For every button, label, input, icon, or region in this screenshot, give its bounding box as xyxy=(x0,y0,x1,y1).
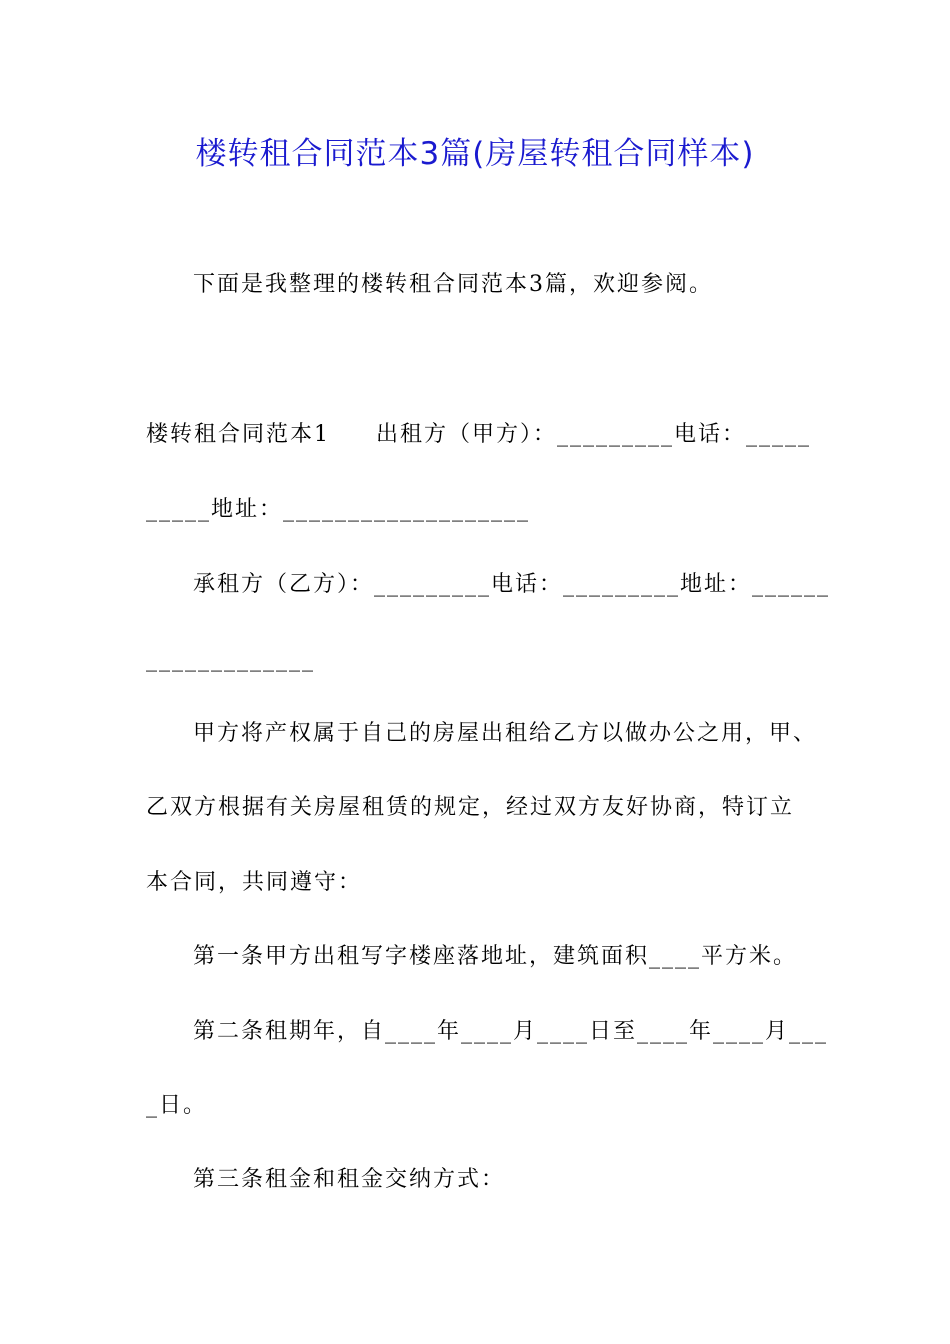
document-title: 楼转租合同范本3篇(房屋转租合同样本) xyxy=(195,136,755,172)
lessee-line-2: _____________ xyxy=(146,647,315,672)
purpose-line-1: 甲方将产权属于自己的房屋出租给乙方以做办公之用，甲、 xyxy=(193,721,818,746)
article-2-line-1: 第二条租期年，自____年____月____日至____年____月___ xyxy=(193,1019,829,1044)
lessor-line-2: _____地址：___________________ xyxy=(146,497,531,522)
article-1: 第一条甲方出租写字楼座落地址，建筑面积____平方米。 xyxy=(193,944,798,969)
intro-paragraph: 下面是我整理的楼转租合同范本3篇，欢迎参阅。 xyxy=(193,272,713,297)
purpose-line-3: 本合同，共同遵守： xyxy=(146,870,363,895)
purpose-line-2: 乙双方根据有关房屋租赁的规定，经过双方友好协商，特订立 xyxy=(146,795,795,820)
lessee-line-1: 承租方（乙方）：_________电话：_________地址：______ xyxy=(193,572,831,597)
section-heading: 楼转租合同范本1 xyxy=(146,422,330,447)
article-2-line-2: _日。 xyxy=(146,1093,208,1118)
lessor-info-text: 出租方（甲方）：_________电话：_____ xyxy=(376,422,812,447)
article-3: 第三条租金和租金交纳方式： xyxy=(193,1167,506,1192)
lessor-line-1 xyxy=(146,418,811,452)
